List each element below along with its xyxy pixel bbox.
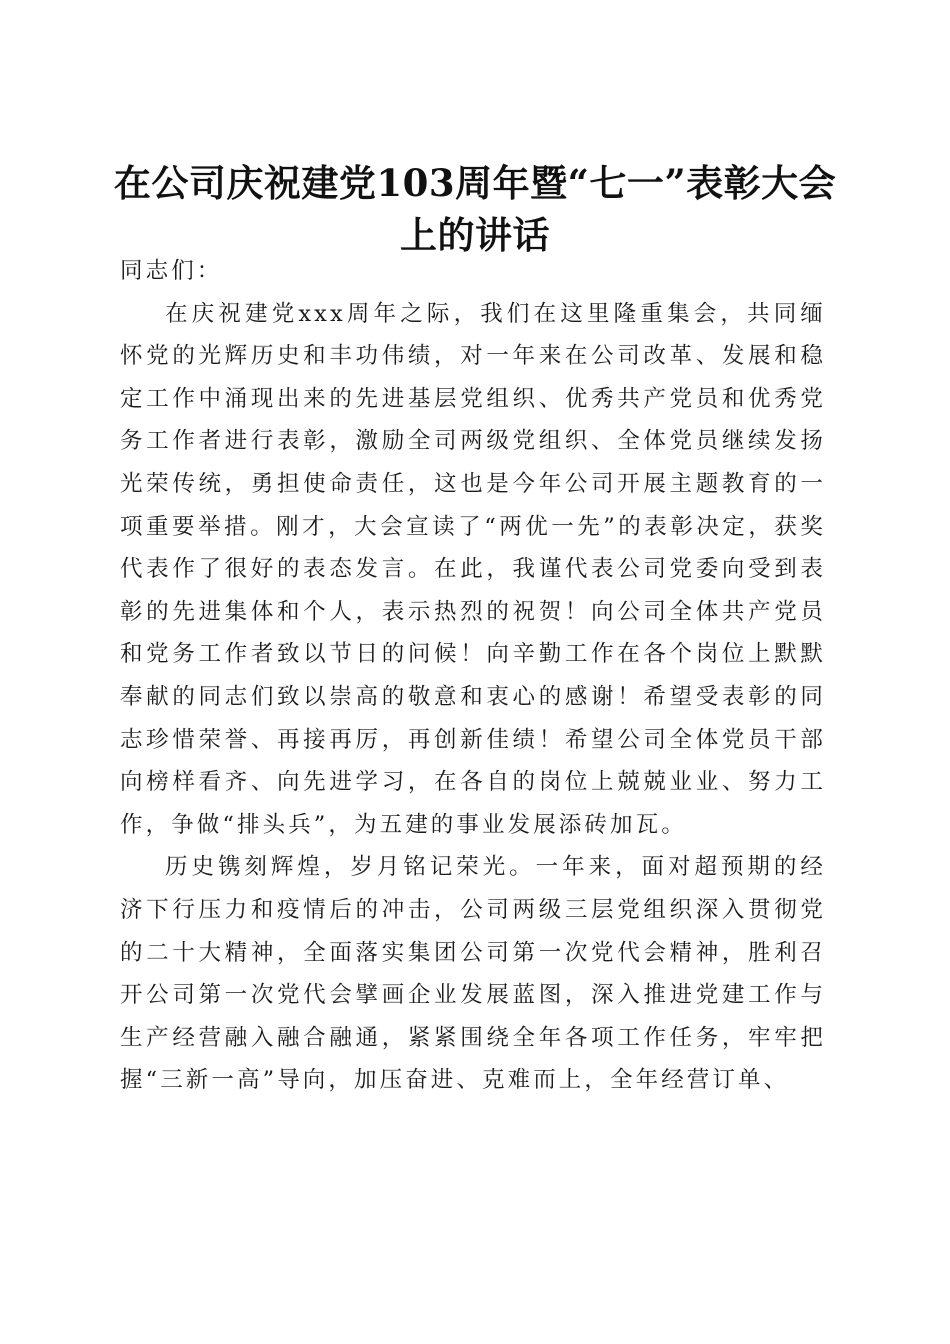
salutation: 同志们： <box>120 258 223 284</box>
paragraph-1: 在庆祝建党xxx周年之际，我们在这里隆重集会，共同缅怀党的光辉历史和丰功伟绩，对一年来在公司改革、发展和稳定工作中涌现出来的先进基层党组织、优秀共产党员和优秀党务工作者进行表彰，激励全司两级党组织、全体党员继续发扬光荣传统，勇担使命责任，这也是今年公司开展主题教育的一项重要举措。刚才，大会宣读了“两优一先”的表彰决定，获奖代表作了很好的表态发言。在此，我谨代表公司党委向受到表彰的先进集体和个人，表示热烈的祝贺！向公司全体共产党员和党务工作者致以节日的问候！向辛勤工作在各个岗位上默默奉献的同志们致以崇高的敬意和衷心的感谢！希望受表彰的同志珍惜荣誉、再接再厉，再创新佳绩！希望公司全体党员干部向榜样看齐、向先进学习，在各自的岗位上兢兢业业、努力工作，争做“排头兵”，为五建的事业发展添砖加瓦。 <box>120 300 826 838</box>
title-line-1: 在公司庆祝建党103周年暨“七一”表彰大会 <box>113 160 837 205</box>
paragraph-2: 历史镌刻辉煌，岁月铭记荣光。一年来，面对超预期的经济下行压力和疫情后的冲击，公司两级三层党组织深入贯彻党的二十大精神，全面落实集团公司第一次党代会精神，胜利召开公司第一次党代会擘画企业发展蓝图，深入推进党建工作与生产经营融入融合融通，紧紧围绕全年各项工作任务，牢牢把握“三新一高”导向，加压奋进、克难而上，全年经营订单、 <box>120 854 826 1094</box>
title-line-2: 上的讲话 <box>400 212 550 257</box>
document-body <box>120 250 826 1102</box>
document-title <box>110 157 840 261</box>
